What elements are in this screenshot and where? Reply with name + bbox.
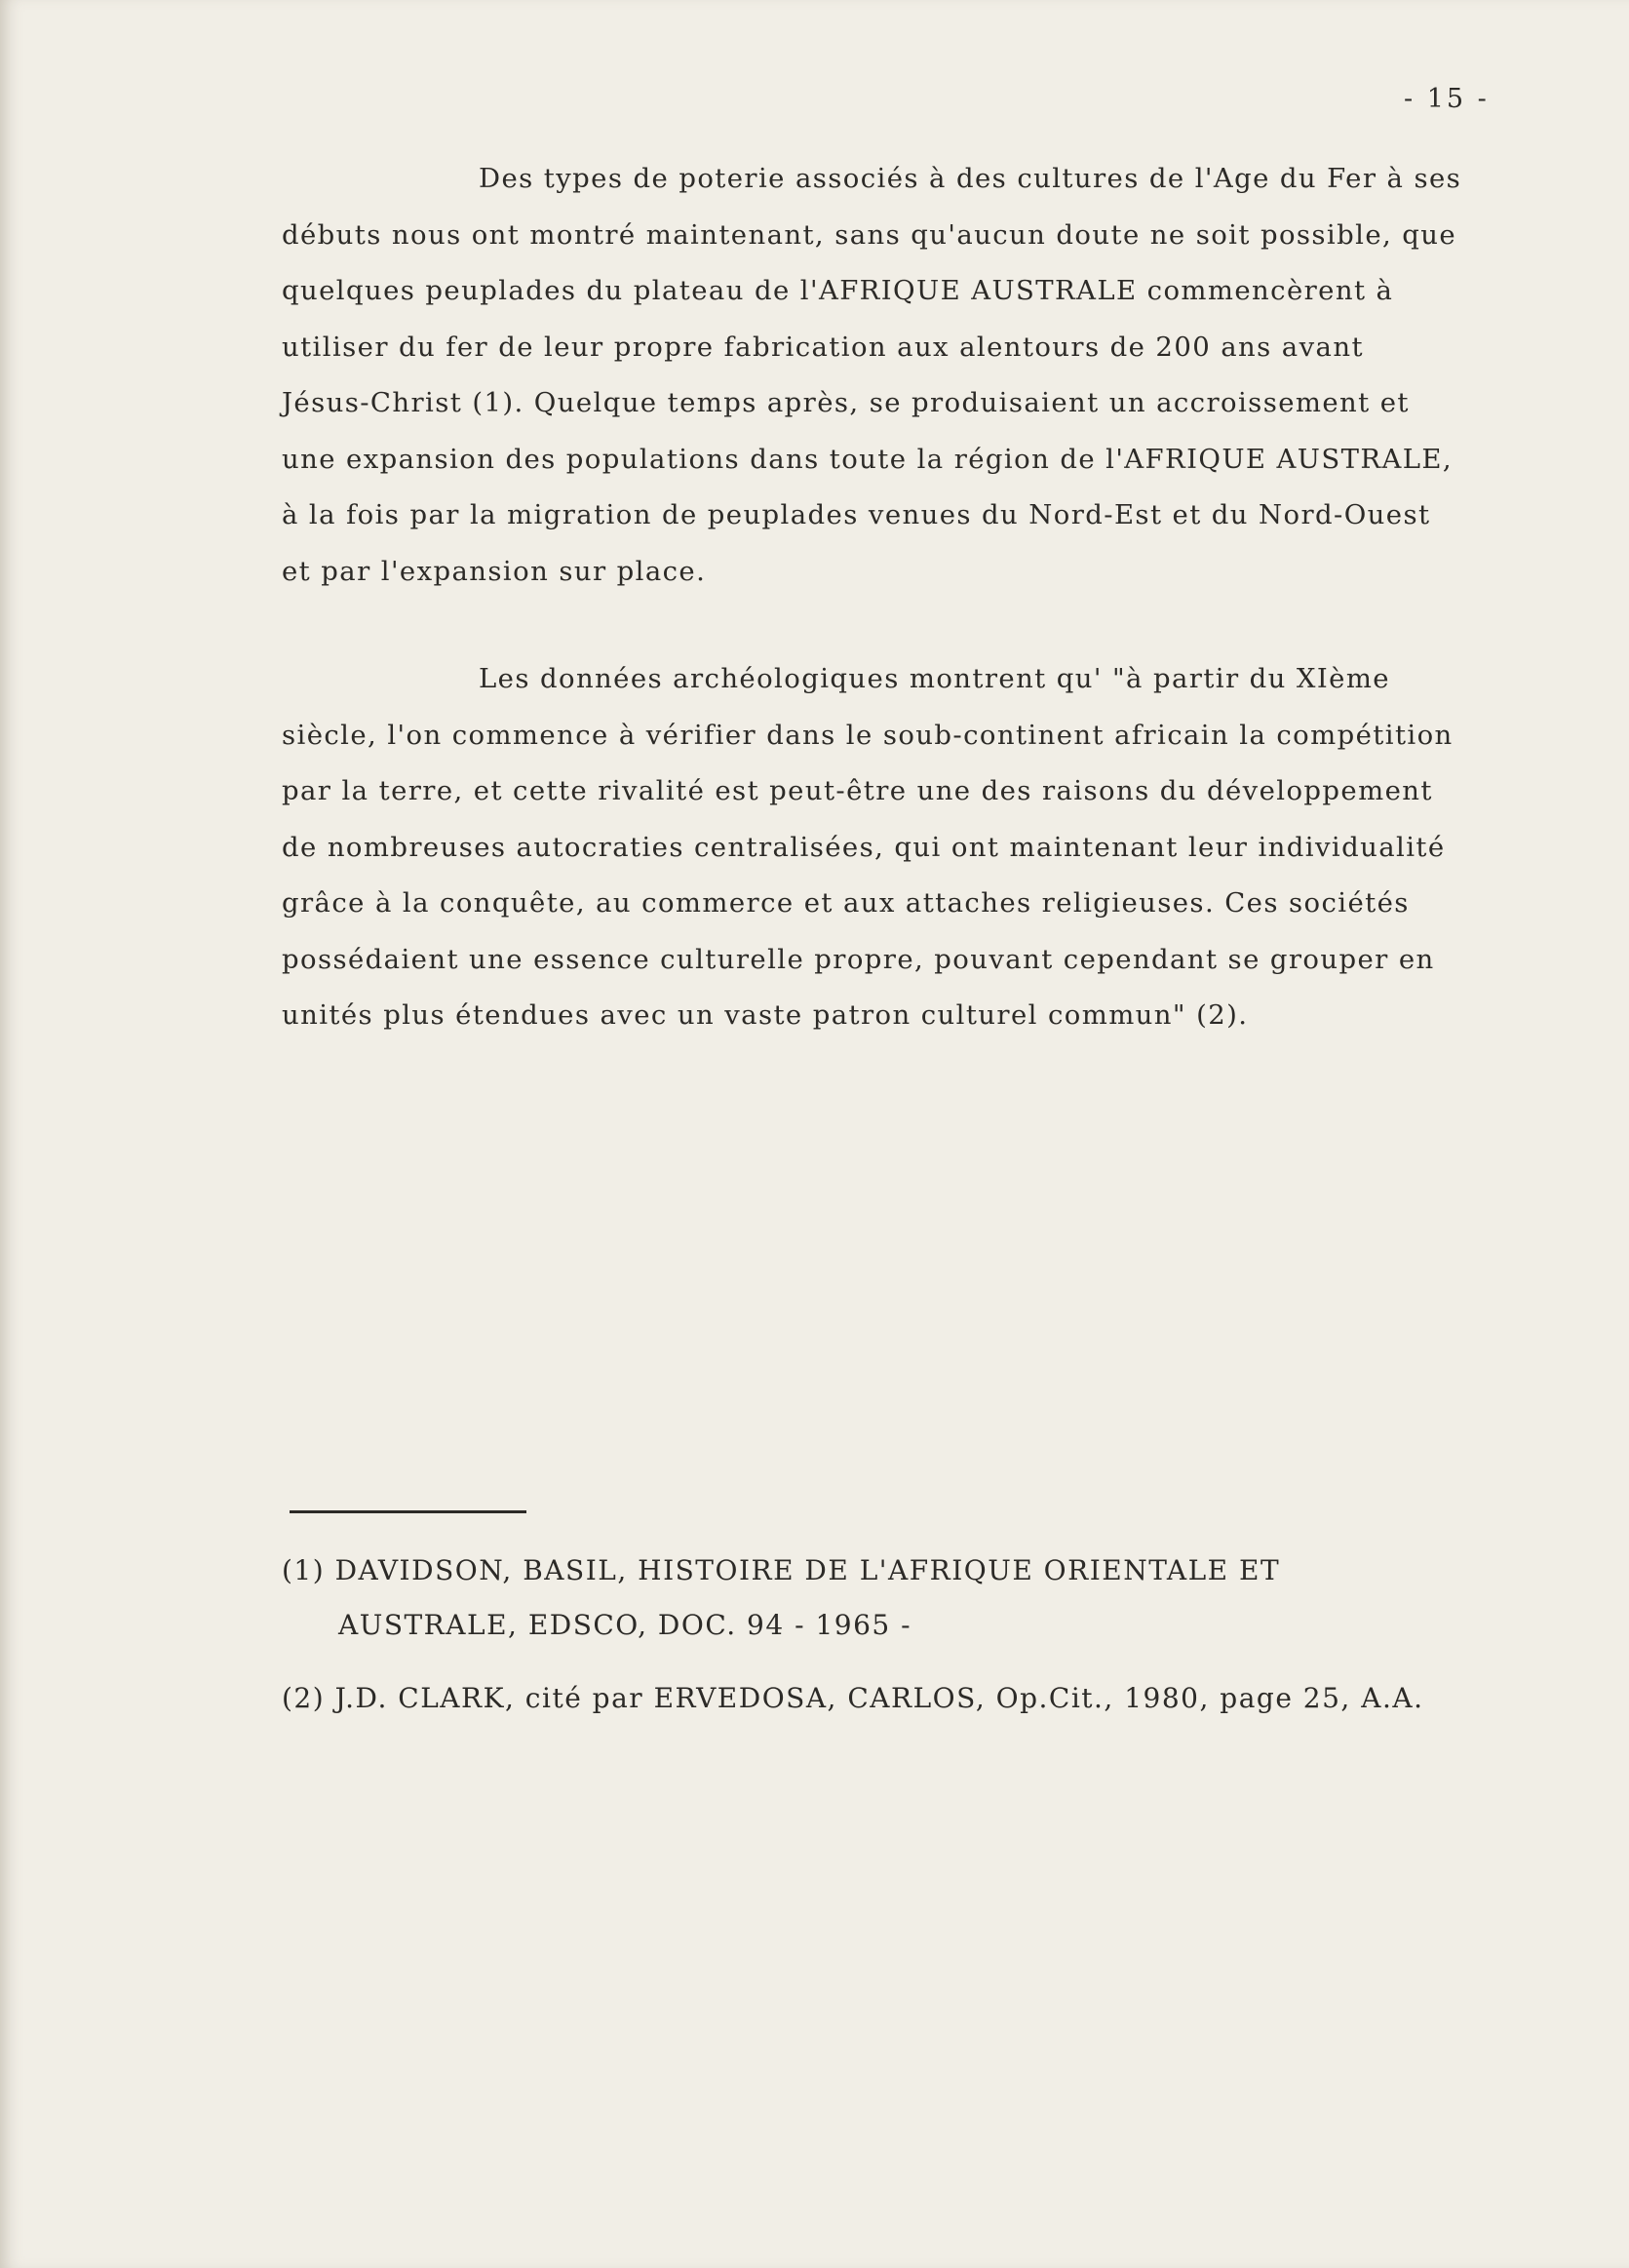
paragraph-line: utiliser du fer de leur propre fabrication aux alentours de 200 ans avant xyxy=(282,331,1364,363)
paragraph-line: Jésus-Christ (1). Quelque temps après, se produisaient un accroissement et xyxy=(282,387,1410,418)
footnote-1: (1) DAVIDSON, BASIL, HISTOIRE DE L'AFRIQUE ORIENTALE ET xyxy=(282,1554,1281,1586)
page-number: - 15 - xyxy=(1404,84,1490,114)
paragraph-1 xyxy=(282,151,1598,600)
paragraph-line: Des types de poterie associés à des cultures de l'Age du Fer à ses xyxy=(479,163,1462,194)
paragraph-line: siècle, l'on commence à vérifier dans le soub-continent africain la compétition xyxy=(282,719,1454,751)
paragraph-line: Les données archéologiques montrent qu' "à partir du XIème xyxy=(479,663,1390,694)
footnote-1-continuation: AUSTRALE, EDSCO, DOC. 94 - 1965 - xyxy=(338,1609,912,1641)
footnote-2: (2) J.D. CLARK, cité par ERVEDOSA, CARLOS, Op.Cit., 1980, page 25, A.A. xyxy=(282,1682,1424,1714)
paragraph-line: quelques peuplades du plateau de l'AFRIQUE AUSTRALE commencèrent à xyxy=(282,275,1394,306)
paragraph-line: débuts nous ont montré maintenant, sans qu'aucun doute ne soit possible, que xyxy=(282,218,1457,251)
paragraph-line: unités plus étendues avec un vaste patron culturel commun" (2). xyxy=(282,999,1249,1031)
paragraph-line: de nombreuses autocraties centralisées, qui ont maintenant leur individualité xyxy=(282,831,1446,863)
paragraph-2 xyxy=(282,651,1598,1044)
paragraph-line: une expansion des populations dans toute la région de l'AFRIQUE AUSTRALE, xyxy=(282,443,1454,475)
paragraph-line: à la fois par la migration de peuplades venues du Nord-Est et du Nord-Ouest xyxy=(282,499,1431,530)
paragraph-line: grâce à la conquête, au commerce et aux attaches religieuses. Ces sociétés xyxy=(282,887,1410,919)
paragraph-line: par la terre, et cette rivalité est peut-être une des raisons du développement xyxy=(282,775,1433,806)
paragraph-line: possédaient une essence culturelle propre, pouvant cependant se grouper en xyxy=(282,943,1435,975)
footnote-separator xyxy=(290,1510,526,1513)
paragraph-line: et par l'expansion sur place. xyxy=(282,555,707,587)
